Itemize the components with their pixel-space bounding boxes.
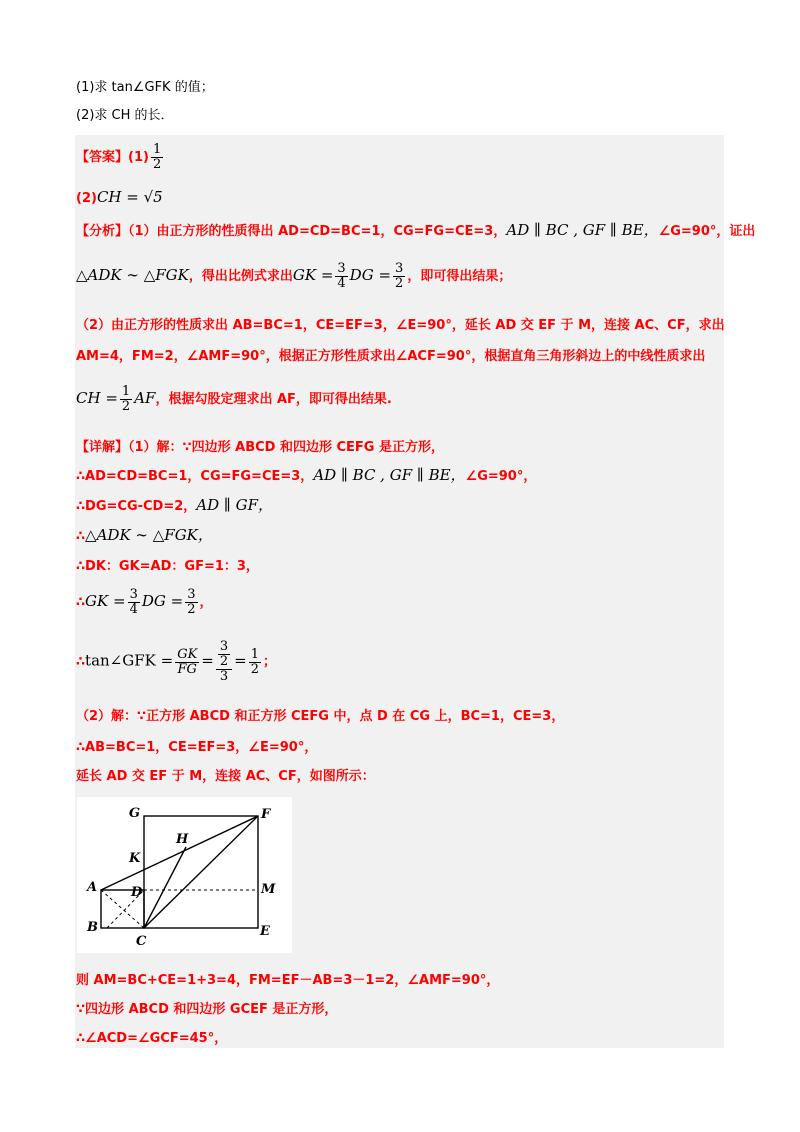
analysis-line-2: △ADK ∼ △FGK，得出比例式求出GK = $\frac{3}{4}$ DG = $\frac{3}{2}$ ，即可得出结果； (76, 261, 512, 291)
detail-part2-line-2: ∴AB=BC=1，CE=EF=3，∠E=90°， (76, 740, 318, 755)
label-m: M (261, 882, 276, 897)
analysis-line-1: 【分析】（1）由正方形的性质得出 AD=CD=BC=1，CG=FG=CE=3，AD ∥ BC , GF ∥ BE，∠G=90°，证出 (76, 221, 756, 239)
segment-cf (144, 816, 258, 928)
detail-line-1: 【详解】（1）解：∵四边形 ABCD 和四边形 CEFG 是正方形， (76, 440, 444, 455)
label-e: E (260, 924, 270, 939)
label-b: B (87, 920, 98, 935)
detail-line-5: ∴DK：GK=AD：GF=1：3， (76, 559, 259, 574)
analysis-line-3: （2）由正方形的性质求出 AB=BC=1，CE=EF=3，∠E=90°，延长 AD 交 EF 于 M，连接 AC、CF，求出 (76, 318, 725, 333)
segment-af (101, 816, 258, 890)
label-a: A (87, 880, 98, 895)
answer-line-2: (2)CH = √5 (76, 188, 163, 206)
answer-2-expression: CH = √5 (96, 188, 163, 206)
detail-line-6: ∴GK = $\frac{3}{4}$ DG = $\frac{3}{2}$ ， (76, 587, 213, 617)
question-1: (1)求 tan∠GFK 的值； (76, 80, 214, 95)
answer-line-1 (76, 143, 165, 172)
answer-1-fraction: $\frac{1}{2}$ (152, 142, 162, 172)
geometry-diagram (77, 797, 292, 953)
label-h: H (176, 832, 189, 847)
detail-line-4: ∴△ADK ∼ △FGK， (76, 526, 213, 544)
detail-line-2: ∴AD=CD=BC=1，CG=FG=CE=3，AD ∥ BC , GF ∥ BE，∠G=90°， (76, 466, 537, 484)
answer-label: 【答案】(1) (76, 150, 149, 165)
compound-fraction: 3 2 3 (216, 640, 232, 684)
question-2: (2)求 CH 的长． (76, 108, 174, 123)
analysis-label: 【分析】 (76, 224, 129, 239)
label-d: D (131, 885, 143, 900)
analysis-line-4: AM=4，FM=2，∠AMF=90°，根据正方形性质求出∠ACF=90°，根据直角三角形斜边上的中线性质求出 (76, 349, 706, 364)
label-k: K (129, 851, 141, 866)
label-g: G (129, 806, 141, 821)
detail-part2-line-3: 延长 AD 交 EF 于 M，连接 AC、CF，如图所示： (76, 769, 375, 784)
detail-line-7: ∴tan∠GFK = $\frac{GK}{FG}$ = 3 2 3 = $\frac{1}{2}$ ； (76, 639, 277, 684)
geometry-figure (77, 797, 292, 953)
label-f: F (261, 807, 271, 822)
detail-part2-line-4: 则 AM=BC+CE=1+3=4，FM=EF－AB=3－1=2，∠AMF=90°， (76, 973, 500, 988)
detail-line-3: ∴DG=CG-CD=2，AD ∥ GF， (76, 496, 273, 514)
analysis-line-5: CH = $\frac{1}{2}$ AF，根据勾股定理求出 AF，即可得出结果. (76, 384, 392, 414)
detail-part2-line-1: （2）解：∵正方形 ABCD 和正方形 CEFG 中，点 D 在 CG 上，BC=1，CE=3， (76, 709, 565, 724)
detail-part2-line-6: ∴∠ACD=∠GCF=45°， (76, 1031, 228, 1046)
detail-part2-line-5: ∵四边形 ABCD 和四边形 GCEF 是正方形， (76, 1002, 338, 1017)
label-c: C (136, 934, 147, 949)
detail-label: 【详解】 (76, 440, 129, 455)
